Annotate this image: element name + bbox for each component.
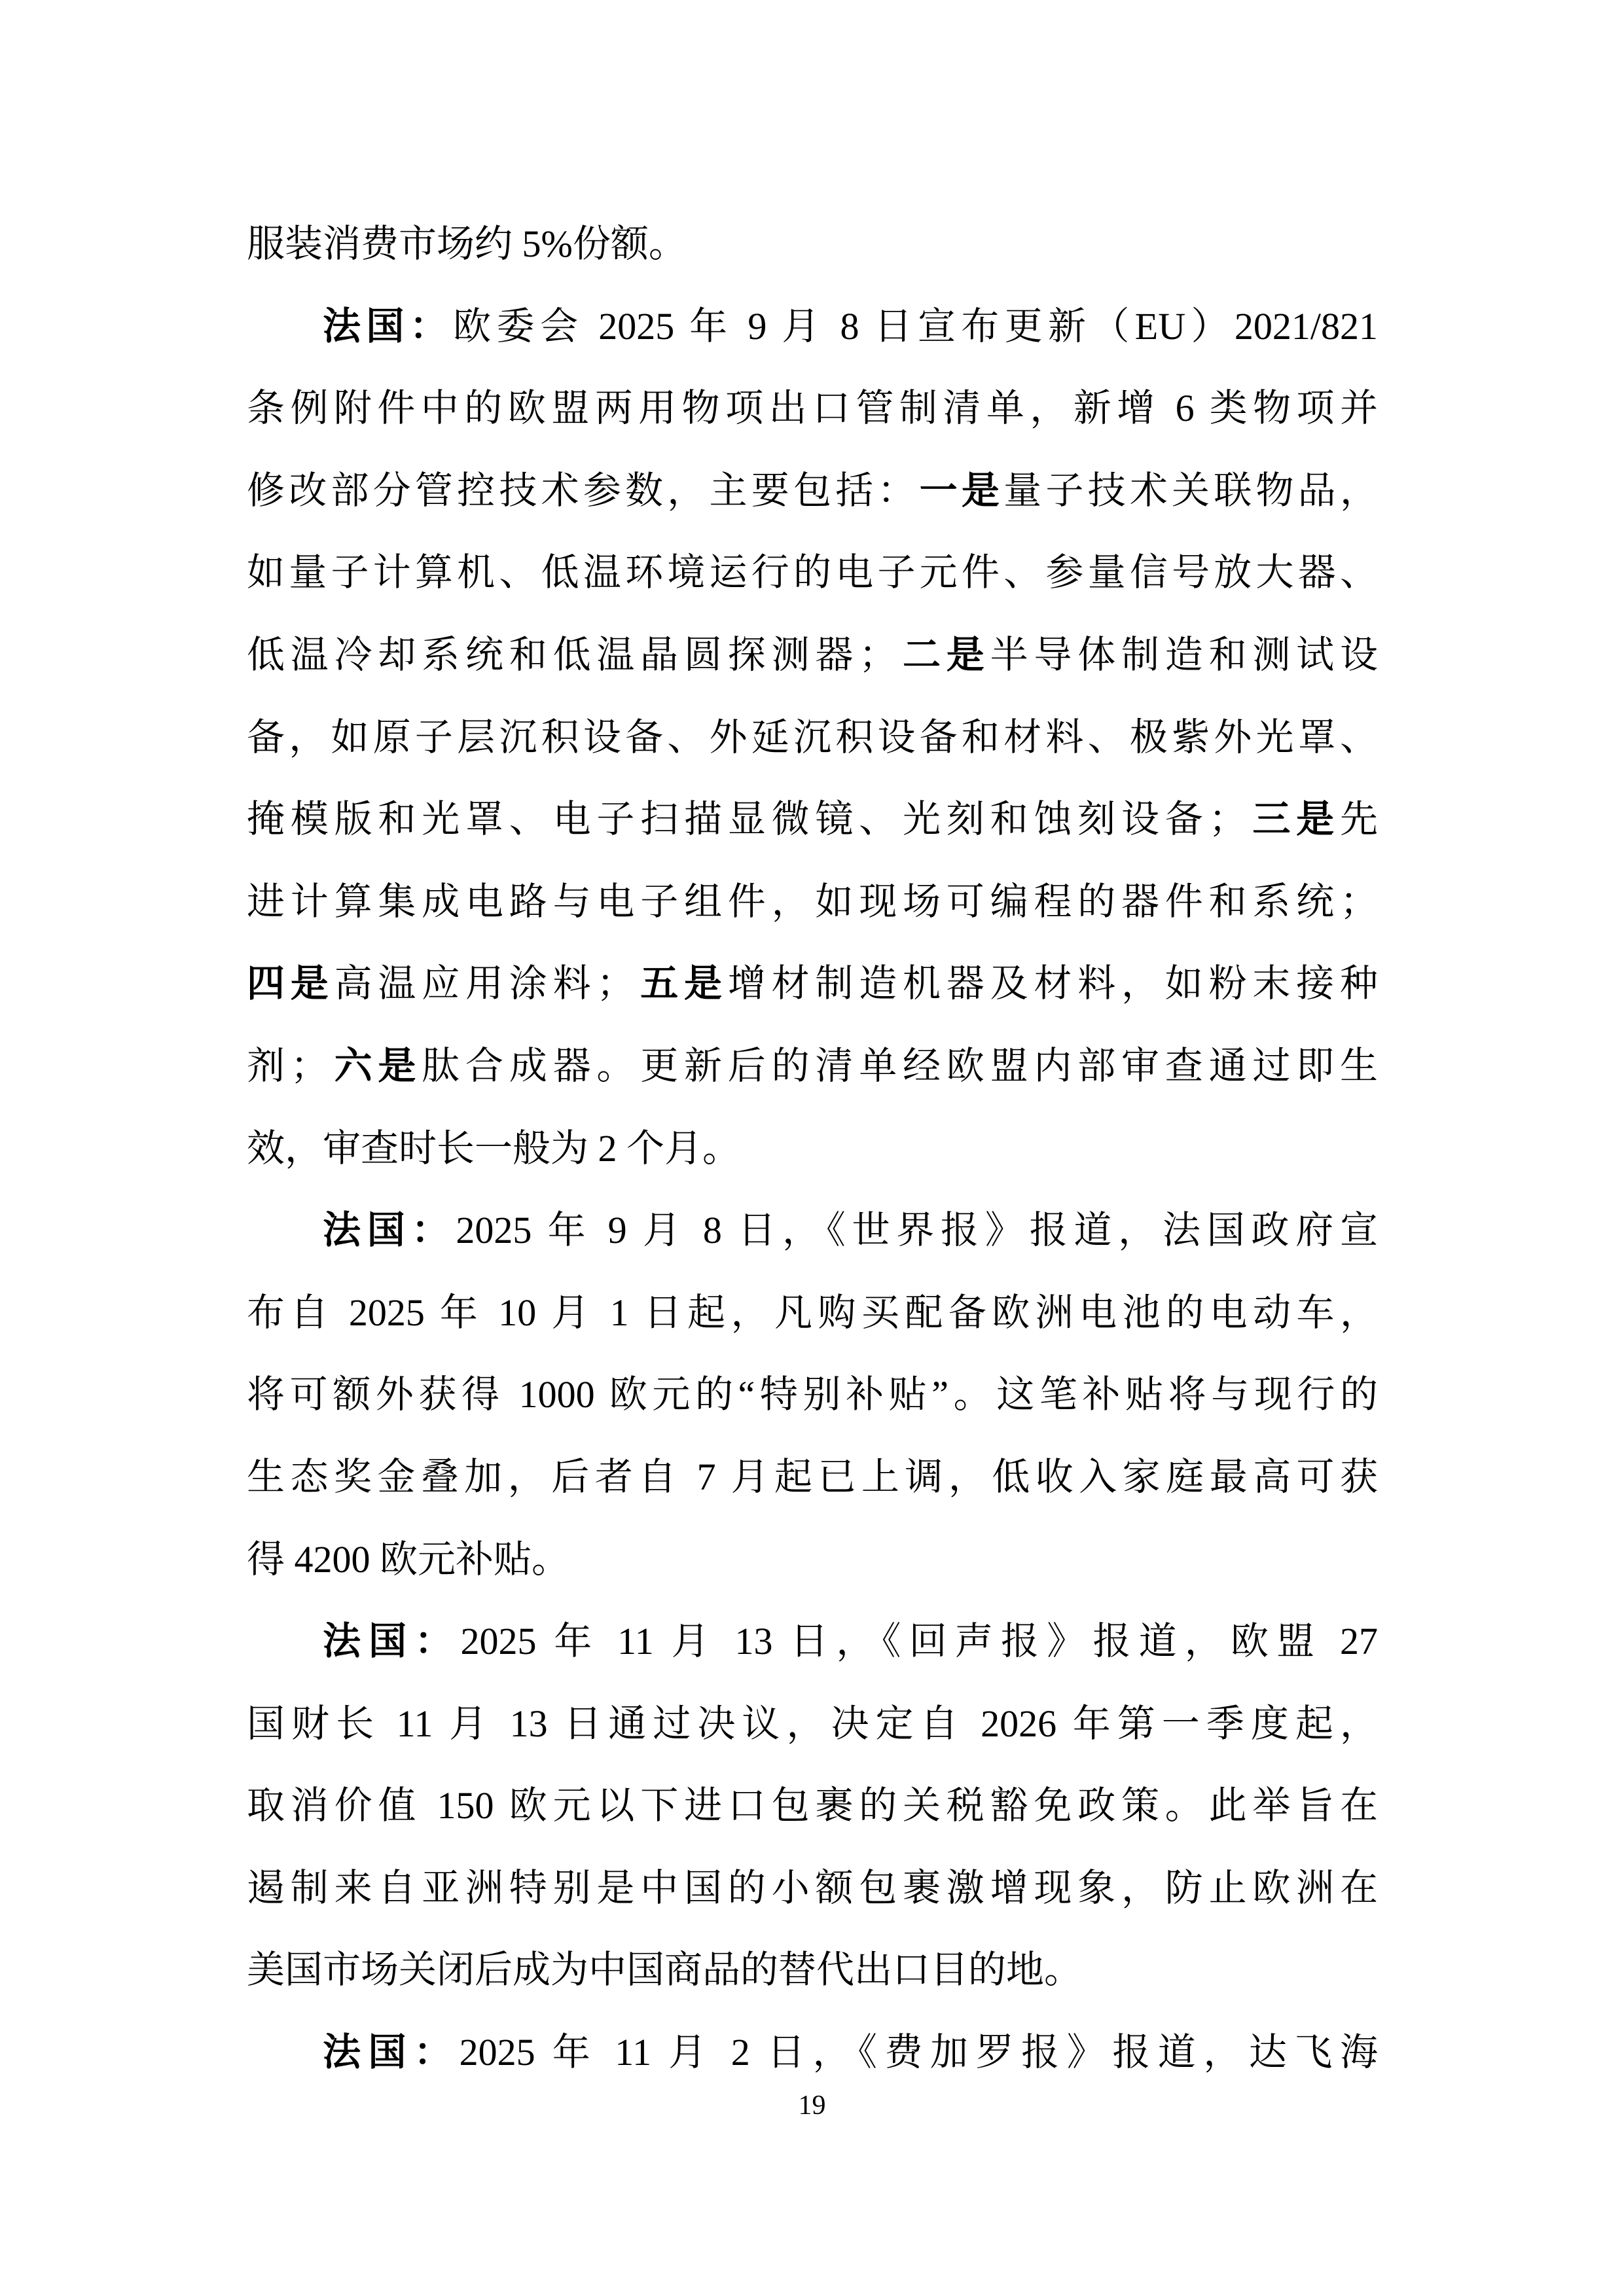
text-line xyxy=(247,1107,1378,1190)
text-line xyxy=(247,531,1378,614)
emphasis-text: 三是 xyxy=(1246,798,1340,841)
text-line xyxy=(247,2011,1378,2094)
body-text: 条例附件中的欧盟两用物项出口管制清单，新增 6 类物项并 xyxy=(247,387,1378,430)
body-text: 2025 年 9 月 8 日，《世界报》报道，法国政府宣 xyxy=(456,1209,1378,1252)
text-line xyxy=(247,450,1378,532)
body-text: 布自 2025 年 10 月 1 日起，凡购买配备欧洲电池的电动车， xyxy=(247,1291,1378,1334)
text-line xyxy=(247,203,1378,285)
body-text: 取消价值 150 欧元以下进口包裹的关税豁免政策。此举旨在 xyxy=(247,1784,1378,1827)
emphasis-text: 二是 xyxy=(897,633,990,676)
text-line xyxy=(247,1600,1378,1683)
body-text: 得 4200 欧元补贴。 xyxy=(247,1537,570,1581)
body-text: 效，审查时长一般为 2 个月。 xyxy=(247,1126,741,1170)
text-line xyxy=(247,778,1378,861)
body-text: 服装消费市场约 5%份额。 xyxy=(247,223,687,265)
page-number: 19 xyxy=(798,2090,826,2121)
emphasis-text: 一是 xyxy=(919,469,1004,512)
emphasis-text: 法国： xyxy=(323,304,454,348)
text-line xyxy=(247,1354,1378,1436)
body-text: 如量子计算机、低温环境运行的电子元件、参量信号放大器、 xyxy=(247,551,1378,594)
body-text: 剂； xyxy=(247,1044,329,1087)
body-text: 增材制造机器及材料，如粉末接种 xyxy=(727,962,1378,1005)
text-line xyxy=(247,1189,1378,1272)
body-text: 肽合成器。更新后的清单经欧盟内部审查通过即生 xyxy=(422,1044,1378,1087)
emphasis-text: 四是 xyxy=(247,962,334,1005)
emphasis-text: 法国： xyxy=(323,1620,461,1663)
text-line xyxy=(247,1765,1378,1847)
body-text: 进计算集成电路与电子组件，如现场可编程的器件和系统； xyxy=(247,880,1378,923)
document-body xyxy=(247,203,1378,2094)
emphasis-text: 法国： xyxy=(323,1209,456,1252)
body-text: 将可额外获得 1000 欧元的“特别补贴”。这笔补贴将与现行的 xyxy=(247,1373,1378,1416)
body-text: 美国市场关闭后成为中国商品的替代出口目的地。 xyxy=(247,1948,1083,1992)
text-line xyxy=(247,1847,1378,1929)
text-line xyxy=(247,1683,1378,1765)
body-text: 高温应用涂料； xyxy=(334,962,635,1005)
text-line xyxy=(247,1272,1378,1354)
body-text: 量子技术关联物品， xyxy=(1003,469,1378,512)
text-line xyxy=(247,614,1378,696)
text-line xyxy=(247,1025,1378,1107)
text-line xyxy=(247,367,1378,450)
body-text: 修改部分管控技术参数，主要包括： xyxy=(247,469,920,512)
body-text: 半导体制造和测试设 xyxy=(990,633,1378,676)
text-line xyxy=(247,1929,1378,2011)
body-text: 掩模版和光罩、电子扫描显微镜、光刻和蚀刻设备； xyxy=(247,798,1247,841)
text-line xyxy=(247,1518,1378,1601)
body-text: 低温冷却系统和低温晶圆探测器； xyxy=(247,633,897,676)
body-text: 先 xyxy=(1339,798,1378,841)
body-text: 2025 年 11 月 2 日，《费加罗报》报道，达飞海 xyxy=(459,2031,1378,2074)
text-line xyxy=(247,942,1378,1025)
body-text: 国财长 11 月 13 日通过决议，决定自 2026 年第一季度起， xyxy=(247,1702,1378,1745)
text-line xyxy=(247,1436,1378,1518)
text-line xyxy=(247,696,1378,779)
emphasis-text: 五是 xyxy=(634,962,728,1005)
emphasis-text: 六是 xyxy=(328,1044,422,1087)
text-line xyxy=(247,285,1378,368)
body-text: 生态奖金叠加，后者自 7 月起已上调，低收入家庭最高可获 xyxy=(247,1455,1378,1498)
body-text: 遏制来自亚洲特别是中国的小额包裹激增现象，防止欧洲在 xyxy=(247,1866,1378,1909)
text-line xyxy=(247,861,1378,943)
body-text: 备，如原子层沉积设备、外延沉积设备和材料、极紫外光罩、 xyxy=(247,715,1378,759)
emphasis-text: 法国： xyxy=(323,2031,460,2074)
body-text: 欧委会 2025 年 9 月 8 日宣布更新（EU）2021/821 xyxy=(453,304,1378,348)
body-text: 2025 年 11 月 13 日，《回声报》报道，欧盟 27 xyxy=(460,1620,1378,1663)
